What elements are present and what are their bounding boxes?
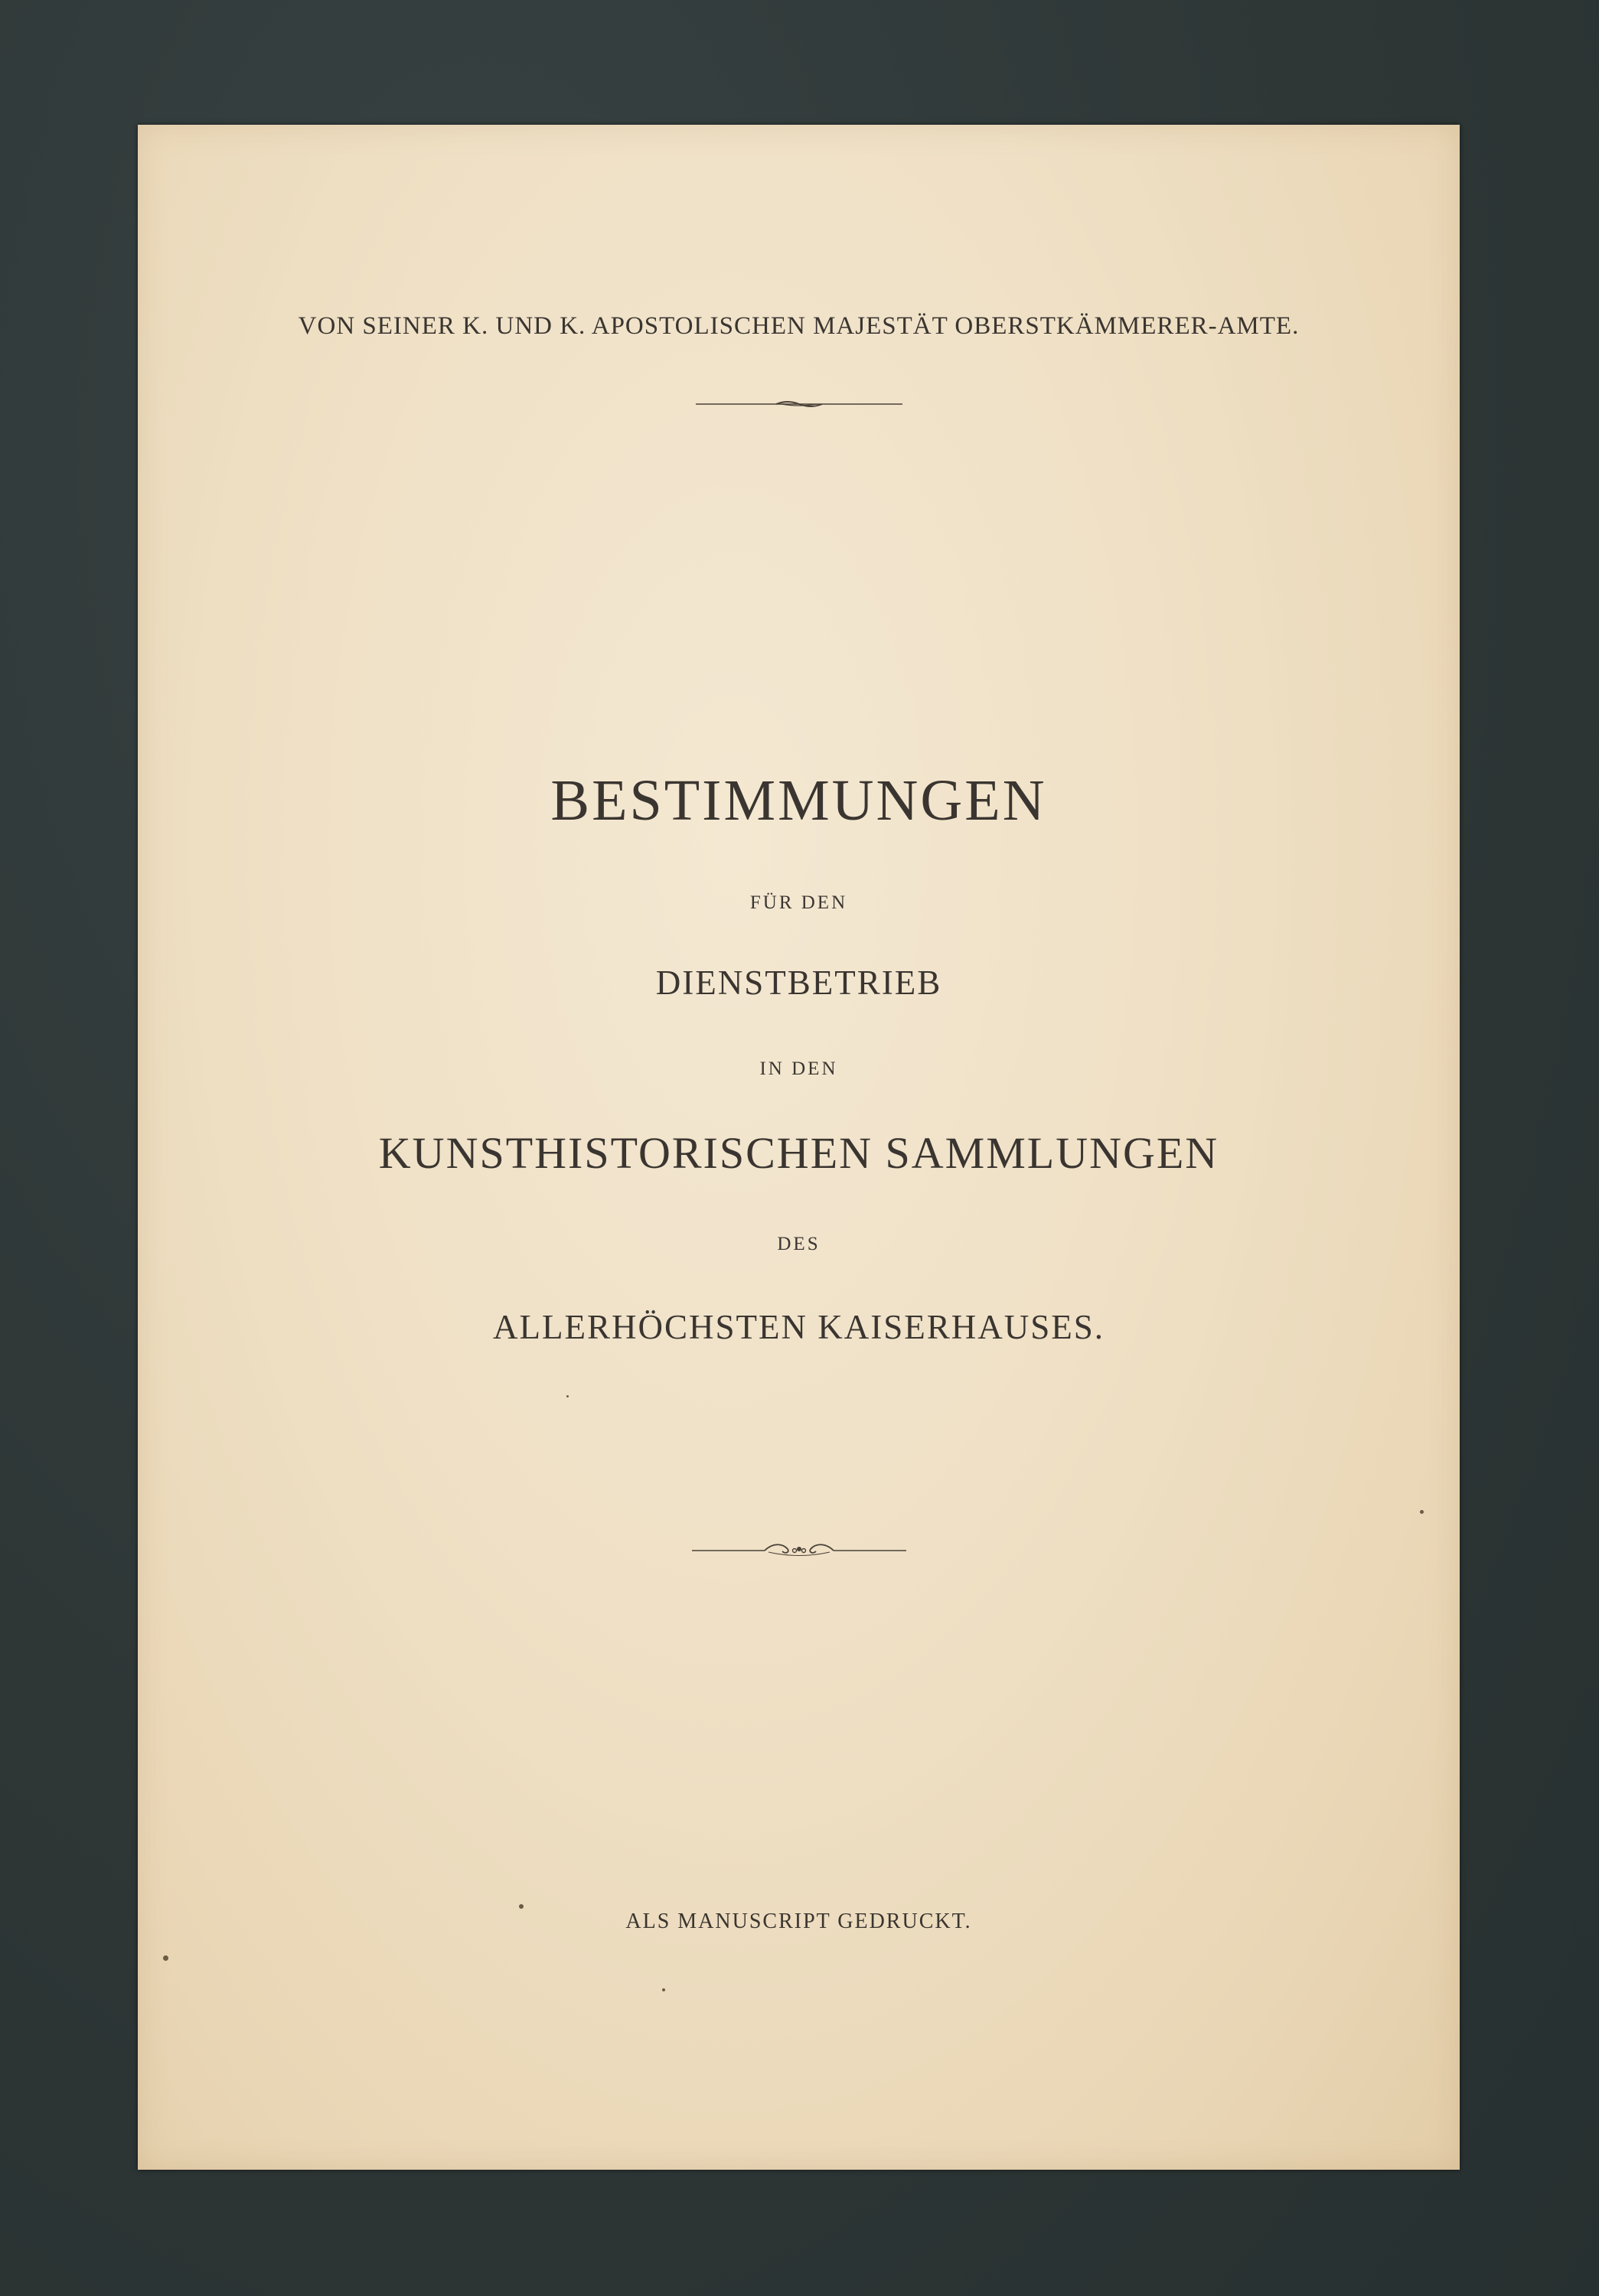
page-title: BESTIMMUNGEN [550,768,1047,833]
top-ornamental-rule [138,396,1460,412]
connector-fuer-den: FÜR DEN [749,892,848,913]
house-line: ALLERHÖCHSTEN KAISERHAUSES. [492,1308,1105,1346]
paper-speck [519,1904,524,1909]
institution-line: KUNSTHISTORISCHEN SAMMLUNGEN [378,1128,1219,1178]
connector-des: DES [777,1234,821,1254]
imprint-line: ALS MANUSCRIPT GEDRUCKT. [625,1910,972,1933]
paper-speck [662,1988,665,1991]
authority-line: VON SEINER K. UND K. APOSTOLISCHEN MAJESTÄT OBERSTKÄMMERER-AMTE. [298,312,1300,340]
ornament-flourish-icon [692,1539,906,1562]
title-page [138,125,1460,2170]
connector-in-den: IN DEN [759,1058,838,1079]
ornament-rule-icon [696,396,902,412]
paper-speck [1420,1510,1424,1514]
subject-line: DIENSTBETRIEB [655,964,942,1002]
bottom-ornamental-rule [138,1539,1460,1562]
paper-speck [163,1955,168,1961]
paper-speck [566,1395,569,1397]
